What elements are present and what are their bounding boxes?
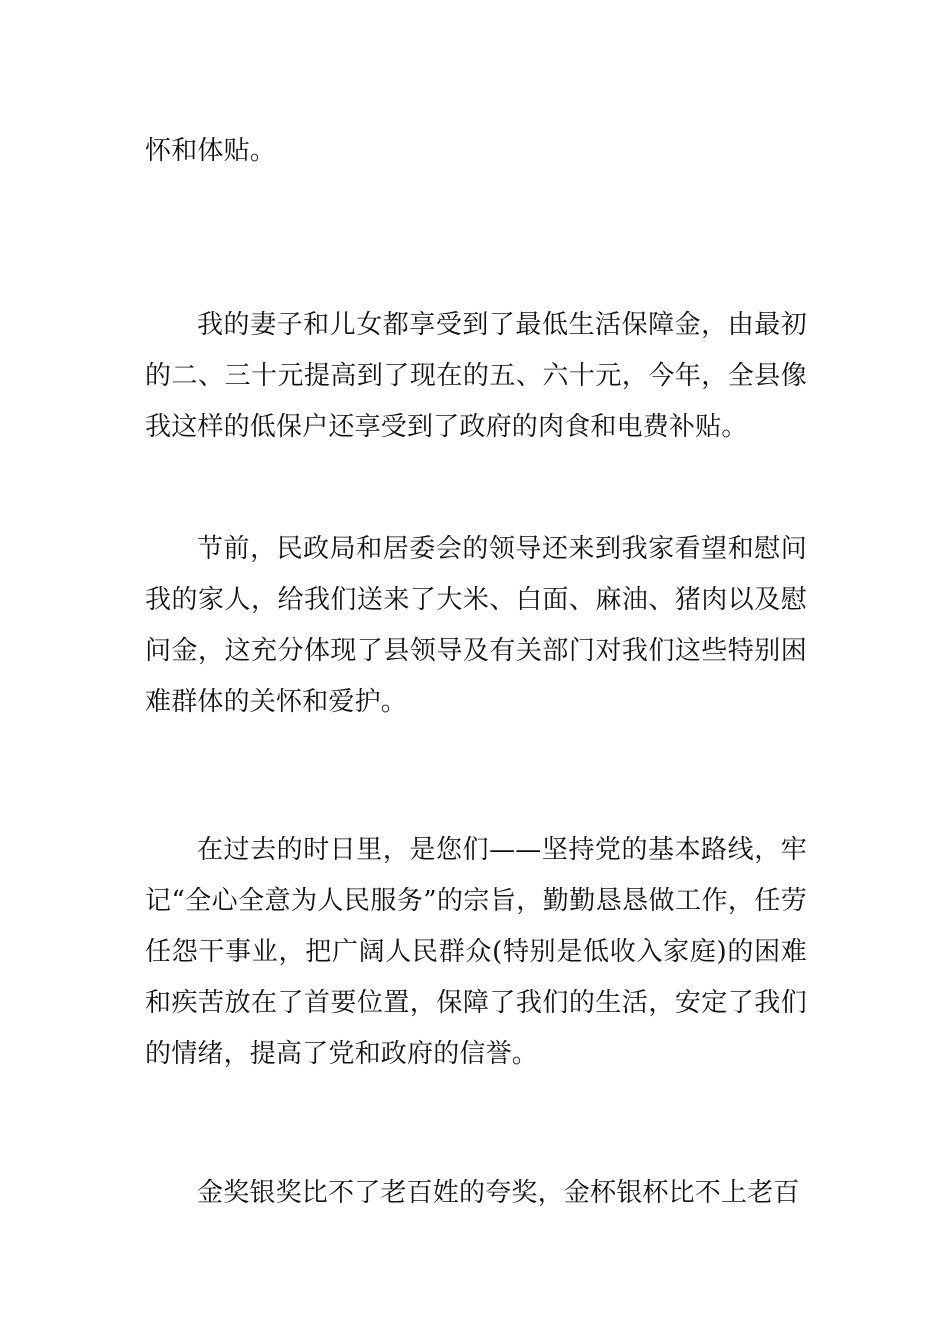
paragraph-continuation: 怀和体贴。 (145, 136, 277, 166)
paragraph-praise: 金奖银奖比不了老百姓的夸奖，金杯银杯比不上老百 (197, 1178, 800, 1208)
paragraph-party-service: 在过去的时日里，是您们——坚持党的基本路线，牢记“全心全意为人民服务”的宗旨，勤勤恳恳做工作，任劳任怨干事业，把广阔人民群众(特别是低收入家庭)的困难和疾苦放在了首要位置，保障了我们的生活，安定了我们的情绪，提高了党和政府的信誉。 (145, 835, 807, 1069)
paragraph-holiday-visit: 节前，民政局和居委会的领导还来到我家看望和慰问我的家人，给我们送来了大米、白面、麻油、猪肉以及慰问金，这充分体现了县领导及有关部门对我们这些特别困难群体的关怀和爱护。 (145, 534, 807, 717)
paragraph-low-income-subsidy: 我的妻子和儿女都享受到了最低生活保障金，由最初的二、三十元提高到了现在的五、六十元，今年，全县像我这样的低保户还享受到了政府的肉食和电费补贴。 (145, 310, 807, 442)
